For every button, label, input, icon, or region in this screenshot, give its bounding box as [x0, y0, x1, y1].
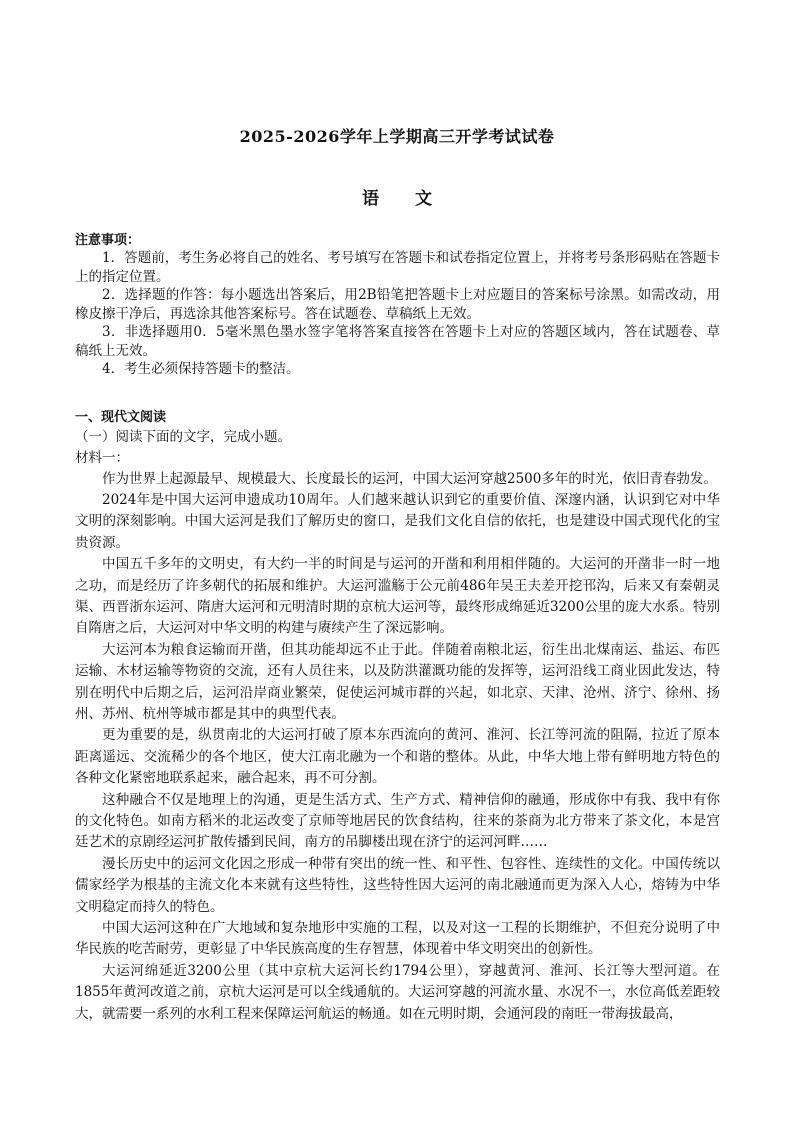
exam-title: 2025-2026学年上学期高三开学考试试卷 [239, 127, 555, 146]
passage-paragraph: 2024年是中国大运河申遗成功10周年。人们越来越认识到它的重要价值、深邃内涵，认识到它对中华文明的深刻影响。中国大运河是我们了解历史的窗口，是我们文化自信的依托，也是建设中国式现代化的宝贵资源。 [75, 491, 720, 551]
passage-paragraph: 中国大运河这种在广大地域和复杂地形中实施的工程，以及对这一工程的长期维护，不但充分说明了中华民族的吃苦耐劳，更彰显了中华民族高度的生存智慧，体现着中华文明突出的创新性。 [75, 920, 720, 958]
notice-item: 1．答题前，考生务必将自己的姓名、考号填写在答题卡和试卷指定位置上，并将考号条形码贴在答题卡上的指定位置。 [75, 250, 720, 285]
section-heading: 一、现代文阅读 [75, 409, 167, 425]
material-label: 材料一： [75, 449, 129, 466]
passage-paragraph: 漫长历史中的运河文化因之形成一种带有突出的统一性、和平性、包容性、连续性的文化。中国传统以儒家经学为根基的主流文化本来就有这些特性，这些特性因大运河的南北融通而更为深入人心，熔铸为中华文明稳定而持久的特色。 [75, 855, 720, 915]
passage-paragraph: 作为世界上起源最早、规模最大、长度最长的运河，中国大运河穿越2500多年的时光，依旧青春勃发。 [102, 470, 717, 487]
notice-item: 4．考生必须保持答题卡的整洁。 [102, 361, 300, 377]
passage-paragraph: 这种融合不仅是地理上的沟通，更是生活方式、生产方式、精神信仰的融通，形成你中有我、我中有你的文化特色。如南方稻米的北运改变了京师等地居民的饮食结构，往来的茶商为北方带来了茶文化，本是宫廷艺术的京剧经运河扩散传播到民间，南方的吊脚楼出现在济宁的运河河畔…… [75, 791, 720, 851]
exam-content [75, 232, 720, 1025]
notice-heading: 注意事项： [75, 233, 141, 248]
passage-paragraph: 更为重要的是，纵贯南北的大运河打破了原本东西流向的黄河、淮河、长江等河流的阻隔，拉近了原本距离遥远、交流稀少的各个地区，使大江南北融为一个和谐的整体。从此，中华大地上带有鲜明地方特色的各种文化紧密地联系起来，融合起来，再不可分割。 [75, 727, 720, 787]
passage-paragraph: 大运河本为粮食运输而开凿，但其功能却远不止于此。伴随着南粮北运，衍生出北煤南运、盐运、布匹运输、木材运输等物资的交流，还有人员往来，以及防洪灌溉功能的发挥等，运河沿线工商业因此发达，特别在明代中后期之后，运河沿岸商业繁荣，促使运河城市群的兴起，如北京、天津、沧州、济宁、徐州、扬州、苏州、杭州等城市都是其中的典型代表。 [75, 641, 720, 722]
subject-title: 语文 [362, 189, 468, 209]
notice-item: 2．选择题的作答：每小题选出答案后，用2B铅笔把答题卡上对应题目的答案标号涂黑。如需改动，用橡皮擦干净后，再选涂其他答案标号。答在试题卷、草稿纸上无效。 [75, 287, 720, 322]
section-instruction: （一）阅读下面的文字，完成小题。 [75, 428, 291, 445]
notice-item: 3．非选择题用0．5毫米黑色墨水签字笔将答案直接答在答题卡上对应的答题区域内，答在试题卷、草稿纸上无效。 [75, 324, 720, 359]
passage-paragraph: 中国五千多年的文明史，有大约一半的时间是与运河的开凿和利用相伴随的。大运河的开凿非一时一地之功，而是经历了许多朝代的拓展和维护。大运河滥觞于公元前486年吴王夫差开挖邗沟，后来又有秦朝灵渠、西晋浙东运河、隋唐大运河和元明清时期的京杭大运河等，最终形成绵延近3200公里的庞大水系。特别自隋唐之后，大运河对中华文明的构建与赓续产生了深远影响。 [75, 556, 720, 637]
passage-paragraph: 大运河绵延近3200公里（其中京杭大运河长约1794公里），穿越黄河、淮河、长江等大型河道。在1855年黄河改道之前，京杭大运河是可以全线通航的。大运河穿越的河流水量、水况不一，水位高低差距较大，就需要一系列的水利工程来保障运河航运的畅通。如在元明时期，会通河段的南旺一带海拔最高， [75, 962, 720, 1022]
